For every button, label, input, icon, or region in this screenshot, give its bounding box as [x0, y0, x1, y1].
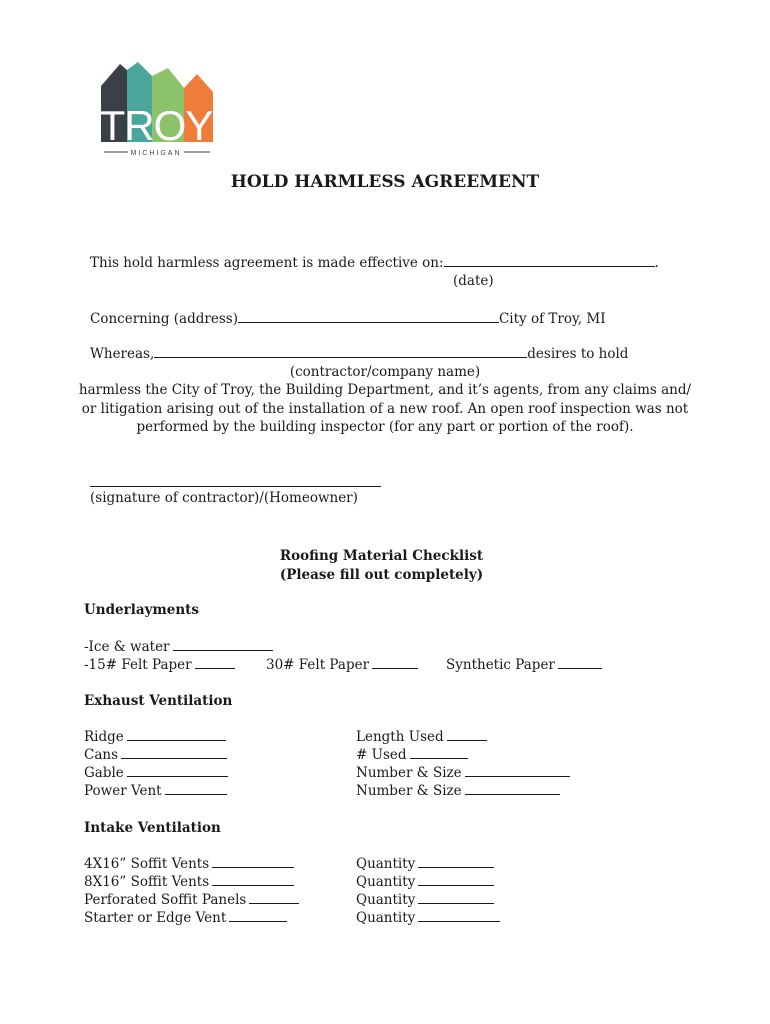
exhaust-used-field[interactable] — [410, 747, 468, 759]
exhaust-length-used-field[interactable] — [447, 729, 487, 741]
ice-water-row — [84, 638, 273, 656]
exhaust-left-0 — [84, 728, 226, 746]
intake-soffit-8x16-label: 8X16” Soffit Vents — [84, 874, 210, 890]
effective-period: . — [654, 255, 659, 271]
whereas-line — [90, 345, 628, 363]
exhaust-number-size-field-2[interactable] — [465, 783, 560, 795]
felt30-row — [266, 656, 418, 674]
synthetic-label: Synthetic Paper — [446, 657, 555, 673]
logo-wordmark: TROY — [99, 102, 213, 149]
whereas-text-2: or litigation arising out of the installation of a new roof. An open roof inspection was not — [81, 401, 689, 417]
exhaust-number-size-label-1: Number & Size — [356, 765, 462, 781]
exhaust-ridge-label: Ridge — [84, 729, 124, 745]
intake-perforated-field[interactable] — [249, 892, 299, 904]
exhaust-left-2 — [84, 764, 228, 782]
whereas-text-1: harmless the City of Troy, the Building Department, and it’s agents, from any claims and/ — [78, 382, 692, 398]
exhaust-right-3 — [356, 782, 560, 800]
signature-caption: (signature of contractor)/(Homeowner) — [90, 490, 358, 506]
intake-quantity-label-2: Quantity — [356, 874, 416, 890]
whereas-label: Whereas, — [90, 346, 155, 362]
ice-water-label: -Ice & water — [84, 639, 170, 655]
intake-left-1 — [84, 873, 294, 891]
intake-left-0 — [84, 855, 294, 873]
checklist-title: Roofing Material Checklist — [279, 548, 484, 564]
intake-heading: Intake Ventilation — [84, 820, 221, 836]
whereas-suffix: desires to hold — [527, 346, 629, 362]
exhaust-power-vent-label: Power Vent — [84, 783, 162, 799]
logo-subtext: MICHIGAN — [130, 150, 182, 157]
concerning-suffix: City of Troy, MI — [498, 311, 606, 327]
synthetic-field[interactable] — [558, 657, 602, 669]
intake-right-0 — [356, 855, 494, 873]
underlayments-heading: Underlayments — [84, 602, 199, 618]
exhaust-used-label: # Used — [356, 747, 407, 763]
felt15-label: -15# Felt Paper — [84, 657, 192, 673]
exhaust-gable-field[interactable] — [127, 765, 228, 777]
intake-quantity-label-1: Quantity — [356, 856, 416, 872]
intake-quantity-field-4[interactable] — [418, 910, 500, 922]
exhaust-length-used-label: Length Used — [356, 729, 444, 745]
intake-perforated-label: Perforated Soffit Panels — [84, 892, 247, 908]
intake-starter-edge-label: Starter or Edge Vent — [84, 910, 227, 926]
date-field[interactable] — [444, 254, 655, 267]
exhaust-gable-label: Gable — [84, 765, 124, 781]
concerning-line — [90, 310, 606, 328]
intake-quantity-field-2[interactable] — [418, 874, 494, 886]
intake-quantity-field-1[interactable] — [418, 856, 494, 868]
concerning-label: Concerning (address) — [90, 311, 238, 327]
ice-water-field[interactable] — [173, 639, 273, 651]
synthetic-row — [446, 656, 602, 674]
intake-right-3 — [356, 909, 500, 927]
contractor-field[interactable] — [154, 345, 527, 358]
exhaust-right-2 — [356, 764, 570, 782]
effective-line — [90, 254, 659, 272]
exhaust-number-size-label-2: Number & Size — [356, 783, 462, 799]
felt15-field[interactable] — [195, 657, 235, 669]
exhaust-heading: Exhaust Ventilation — [84, 693, 233, 709]
document-title: HOLD HARMLESS AGREEMENT — [230, 172, 540, 192]
felt30-label: 30# Felt Paper — [266, 657, 370, 673]
felt30-field[interactable] — [372, 657, 418, 669]
contractor-caption: (contractor/company name) — [289, 364, 481, 380]
exhaust-right-1 — [356, 746, 468, 764]
exhaust-cans-label: Cans — [84, 747, 119, 763]
address-field[interactable] — [238, 310, 499, 323]
whereas-text-3: performed by the building inspector (for any part or portion of the roof). — [136, 419, 634, 435]
exhaust-number-size-field-1[interactable] — [465, 765, 570, 777]
intake-quantity-label-4: Quantity — [356, 910, 416, 926]
exhaust-ridge-field[interactable] — [127, 729, 226, 741]
intake-right-2 — [356, 891, 494, 909]
exhaust-left-1 — [84, 746, 227, 764]
date-caption: (date) — [453, 273, 494, 289]
intake-soffit-4x16-label: 4X16” Soffit Vents — [84, 856, 210, 872]
intake-starter-edge-field[interactable] — [229, 910, 287, 922]
signature-field[interactable] — [90, 486, 381, 487]
intake-left-3 — [84, 909, 287, 927]
intake-quantity-field-3[interactable] — [418, 892, 494, 904]
exhaust-right-0 — [356, 728, 487, 746]
intake-soffit-4x16-field[interactable] — [212, 856, 294, 868]
effective-label: This hold harmless agreement is made effective on: — [90, 255, 444, 271]
troy-logo — [98, 62, 216, 162]
felt15-row — [84, 656, 235, 674]
exhaust-power-vent-field[interactable] — [165, 783, 227, 795]
checklist-subtitle: (Please fill out completely) — [279, 567, 484, 583]
exhaust-cans-field[interactable] — [121, 747, 227, 759]
intake-left-2 — [84, 891, 299, 909]
intake-quantity-label-3: Quantity — [356, 892, 416, 908]
exhaust-left-3 — [84, 782, 227, 800]
intake-right-1 — [356, 873, 494, 891]
intake-soffit-8x16-field[interactable] — [212, 874, 294, 886]
